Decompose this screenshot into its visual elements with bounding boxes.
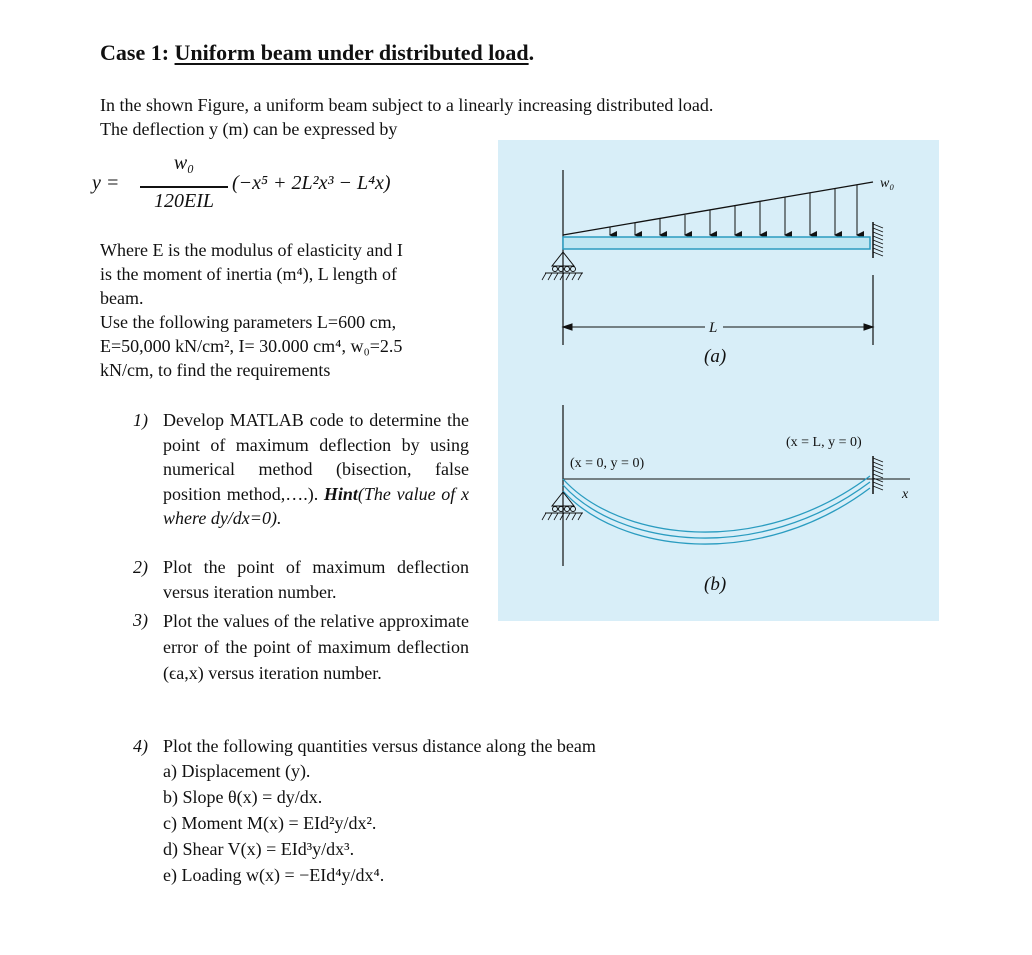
length-label: L — [709, 320, 718, 336]
equation-denominator: 120EIL — [154, 190, 214, 212]
load-label-w0: w₀ — [880, 176, 895, 191]
where-line-2: is the moment of inertia (m⁴), L length of — [100, 264, 398, 284]
load-arrows — [610, 185, 857, 235]
beam-figure-svg — [498, 140, 939, 621]
case-heading-prefix: Case 1: — [100, 40, 175, 65]
subtask-b: b) Slope θ(x) = dy/dx. — [163, 787, 323, 807]
intro-line-1: In the shown Figure, a uniform beam subject to a linearly increasing distributed load. — [100, 95, 714, 115]
deflected-beam — [563, 476, 870, 544]
task-3-text: Plot the values of the relative approximate error of the point of maximum deflection (ϵa,x) versus iteration number. — [163, 611, 469, 683]
caption-a: (a) — [704, 346, 727, 367]
subtask-a: a) Displacement (y). — [163, 761, 311, 781]
task-2-text: Plot the point of maximum deflection versus iteration number. — [163, 557, 469, 602]
where-line-1: Where E is the modulus of elasticity and I — [100, 240, 403, 260]
subtask-list — [163, 758, 384, 888]
task-1 — [163, 408, 469, 531]
subtask-c: c) Moment M(x) = EId²y/dx². — [163, 813, 377, 833]
parameters-paragraph — [100, 238, 480, 382]
where-line-5: E=50,000 kN/cm², I= 30.000 cm⁴, w₀=2.5 — [100, 336, 403, 356]
left-boundary-label: (x = 0, y = 0) — [570, 456, 645, 471]
case-heading — [100, 40, 534, 66]
beam-figure — [498, 140, 939, 621]
case-heading-suffix: . — [528, 40, 535, 65]
task-4-number: 4) — [133, 736, 148, 756]
deflection-equation — [0, 152, 480, 220]
equation-fraction-bar — [140, 186, 228, 188]
equation-numerator: w₀ — [173, 152, 195, 174]
right-wall-hatch-a — [873, 224, 883, 256]
intro-line-2: The deflection y (m) can be expressed by — [100, 119, 398, 139]
task-1-hint-label: Hint — [323, 483, 358, 504]
where-line-3: beam. — [100, 288, 144, 308]
task-1-number: 1) — [133, 410, 148, 430]
equation-lhs: y = — [92, 172, 120, 194]
where-line-4: Use the following parameters L=600 cm, — [100, 312, 397, 332]
x-axis-label: x — [902, 487, 909, 502]
beam-a — [563, 237, 870, 249]
task-1-text: Develop MATLAB code to determine the point of maximum deflection by using numerical method (bisection, false position method,….). — [163, 410, 469, 504]
task-3-number: 3) — [133, 610, 148, 630]
task-list — [0, 408, 480, 718]
caption-b: (b) — [704, 574, 727, 595]
task-2-number: 2) — [133, 557, 148, 577]
equation-rhs: (−x⁵ + 2L²x³ − L⁴x) — [232, 172, 391, 194]
subtask-d: d) Shear V(x) = EId³y/dx³. — [163, 839, 355, 859]
subtask-e: e) Loading w(x) = −EId⁴y/dx⁴. — [163, 865, 385, 885]
right-wall-hatch-b — [873, 458, 883, 490]
right-boundary-label: (x = L, y = 0) — [786, 435, 862, 450]
case-heading-title: Uniform beam under distributed load — [174, 40, 529, 65]
task-1-hint-text: (The value of x where dy/dx=0). — [163, 483, 469, 528]
where-line-6: kN/cm, to find the requirements — [100, 360, 331, 380]
length-dimension — [563, 324, 873, 330]
task-4-text: Plot the following quantities versus distance along the beam — [163, 736, 596, 756]
